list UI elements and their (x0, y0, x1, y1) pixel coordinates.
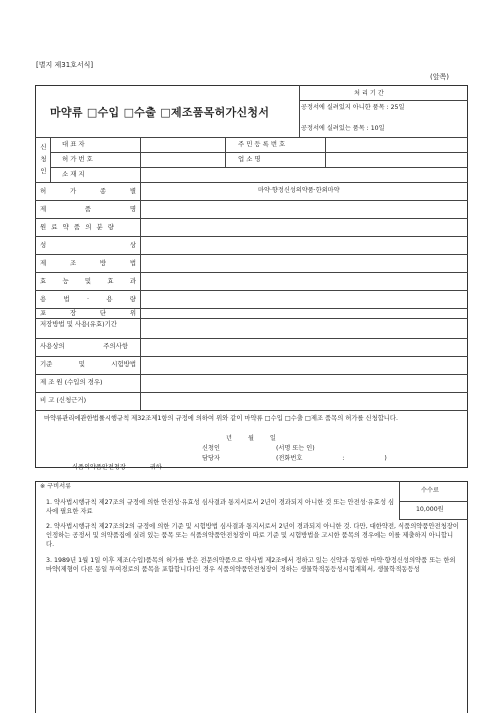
ingredients-field[interactable] (141, 219, 467, 235)
row-label-manufacturer: 제 조 원 (수입의 경우) (40, 378, 103, 386)
remarks-field[interactable] (141, 393, 467, 409)
documents-header: ※ 구비서류 (40, 483, 72, 490)
address-label: 소 재 지 (62, 170, 85, 178)
representative-field[interactable] (141, 138, 224, 151)
row-label-product-name: 제 품 명 (40, 205, 136, 213)
business-name-label: 업 소 명 (238, 155, 261, 163)
appearance-field[interactable] (141, 237, 467, 253)
precautions-field[interactable] (141, 339, 467, 355)
manager-phone: (전화번호 : ) (276, 455, 387, 462)
row-label-standards: 기준 및 시험방법 (40, 360, 136, 368)
form-number: [별지 제31호서식] (36, 61, 94, 69)
row-label-manufacturing: 제 조 방 법 (40, 259, 136, 267)
manager-label: 담당자 (202, 455, 220, 462)
resident-number-label: 주 민 등 록 번 호 (238, 140, 286, 148)
row-label-precautions: 사용상의 주의사항 (40, 342, 128, 350)
page-side: (앞쪽) (430, 73, 449, 81)
processing-header: 처 리 기 간 (354, 90, 384, 97)
applicant-group-label: 신청인 (40, 143, 47, 175)
row-label-storage: 저장방법 및 사용(유효)기간 (40, 320, 117, 328)
processing-line2: 공정서에 실려있는 품목 : 10일 (301, 125, 385, 132)
row-label-permit-type: 허 가 종 별 (40, 187, 136, 195)
address-field[interactable] (141, 168, 467, 181)
dosage-field[interactable] (141, 291, 467, 307)
row-label-remarks: 비 고 (신청근거) (40, 396, 87, 404)
efficacy-field[interactable] (141, 273, 467, 289)
product-name-field[interactable] (141, 201, 467, 217)
row-label-appearance: 성 상 (40, 241, 136, 249)
row-value-permit-type: 마약·향정신성의약품·한외마약 (258, 187, 340, 194)
standards-field[interactable] (141, 357, 467, 373)
processing-line1: 공정서에 실려있지 아니한 품목 : 25일 (301, 104, 405, 111)
recipient: 식품의약품안전청장 귀하 (72, 464, 162, 471)
applicant-sign-note: (서명 또는 인) (276, 445, 315, 452)
storage-field[interactable] (141, 319, 467, 337)
package-field[interactable] (141, 309, 467, 317)
resident-number-field[interactable] (326, 138, 467, 151)
form-title: 마약류 □수입 □수출 □제조품목허가신청서 (50, 106, 270, 119)
row-label-ingredients: 원 료 약 품 의 분 량 (40, 223, 114, 231)
representative-label: 대 표 자 (62, 140, 85, 148)
manufacturing-field[interactable] (141, 255, 467, 271)
document-item-1: 1. 약사법시행규칙 제27조의 규정에 의한 안전성·유효성 심사결과 통지서로서 2년이 경과되지 아니한 것 또는 안전성·유효성 심사에 필요한 자료 (46, 499, 395, 516)
business-name-field[interactable] (326, 153, 467, 166)
manufacturer-field[interactable] (141, 375, 467, 391)
row-label-package: 포 장 단 위 (40, 309, 136, 317)
applicant-sign-label: 신청인 (202, 445, 220, 452)
fee-label: 수수료 (421, 487, 439, 494)
row-label-dosage: 용 법 · 용 량 (40, 295, 136, 303)
document-item-2: 2. 약사법시행규칙 제27조의2의 규정에 의한 기준 및 시험방법 심사결과 통지서로서 2년이 경과되지 아니한 것. 다만, 대한약전, 식품의약품안전청장이 인정하는 공정서 및 의약품집에 실려 있는 품목 또는 식품의약품안전청장이 따로 기준 및 시험방법을 고시한 품목의 경우에는 이를 제출하지 아니합니다. (46, 523, 459, 549)
declaration-date: 년 월 일 (226, 435, 276, 442)
document-item-3: 3. 1989년 1월 1일 이후 제조(수입)품목의 허가를 받은 전문의약품으로 약사법 제2조에서 정하고 있는 신약과 동일한 마약·향정신성의약품 또는 한외마약(제형이 다른 동일 투여경로의 품목을 포함합니다)인 경우 식품의약품안전청장이 정하는 생물학적동등성시험계획서, 생물학적동등성 (46, 557, 456, 574)
permit-number-label: 허 가 번 호 (62, 155, 93, 163)
row-label-efficacy: 효 능 및 효 과 (40, 277, 136, 285)
permit-number-field[interactable] (141, 153, 224, 166)
declaration-text: 마약류관리에관한법률시행규칙 제32조제1항의 규정에 의하여 위와 같이 마약류 □수입 □수출 □제조 품목의 허가를 신청합니다. (44, 415, 398, 422)
fee-value: 10,000원 (416, 506, 444, 513)
